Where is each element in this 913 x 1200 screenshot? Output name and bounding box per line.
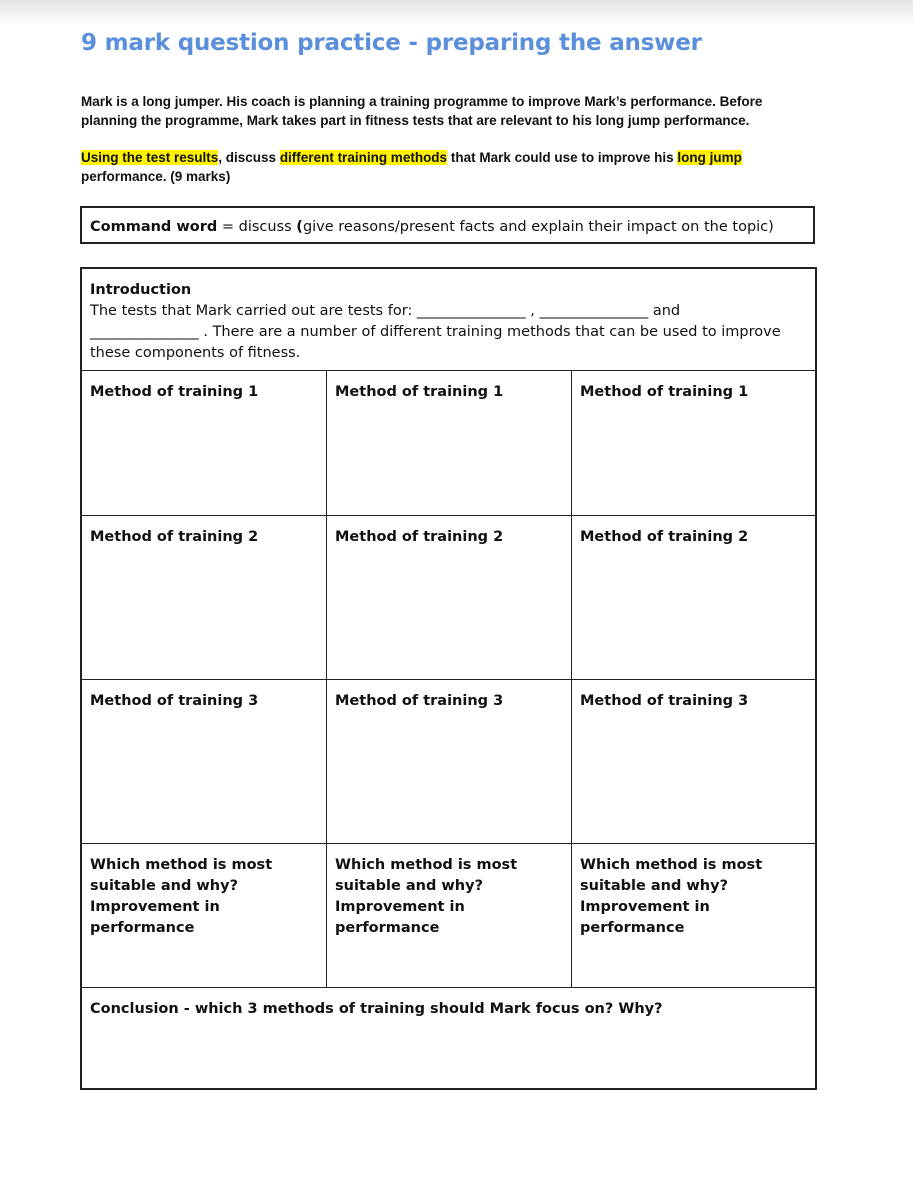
page-title: 9 mark question practice - preparing the answer <box>81 30 702 56</box>
introduction-line: these components of fitness. <box>90 345 301 361</box>
command-word-definition: give reasons/present facts and explain their impact on the topic) <box>302 219 774 235</box>
command-word-label: Command word <box>90 219 218 235</box>
introduction-heading: Introduction <box>90 282 192 298</box>
highlight-test-results: Using the test results <box>81 150 219 165</box>
most-suitable-cell-c[interactable]: Which method is most suitable and why? Improvement in performance <box>572 844 815 988</box>
introduction-section <box>82 269 815 371</box>
method-3-cell-c[interactable]: Method of training 3 <box>572 680 815 844</box>
question-part: performance. (9 marks) <box>81 169 231 184</box>
method-3-cell-a[interactable]: Method of training 3 <box>82 680 327 844</box>
method-3-cell-b[interactable]: Method of training 3 <box>327 680 572 844</box>
scenario-text: Mark is a long jumper. His coach is planning a training programme to improve Mark’s performance. Before planning the programme, Mark takes part in fitness tests that are relevant to his long jump performance. <box>81 94 763 128</box>
most-suitable-cell-b[interactable]: Which method is most suitable and why? Improvement in performance <box>327 844 572 988</box>
method-1-cell-a[interactable]: Method of training 1 <box>82 371 327 516</box>
method-2-cell-a[interactable]: Method of training 2 <box>82 516 327 680</box>
highlight-long-jump: long jump <box>677 150 742 165</box>
command-word-box <box>80 206 815 244</box>
method-2-cell-c[interactable]: Method of training 2 <box>572 516 815 680</box>
most-suitable-cell-a[interactable]: Which method is most suitable and why? Improvement in performance <box>82 844 327 988</box>
introduction-line: The tests that Mark carried out are tests for: _______________ , _______________ and <box>90 303 681 319</box>
top-shadow <box>0 0 913 26</box>
question-text <box>81 148 816 186</box>
command-word-eq: = discuss <box>217 219 297 235</box>
conclusion-section[interactable]: Conclusion - which 3 methods of training should Mark focus on? Why? <box>90 1001 663 1017</box>
question-part: that Mark could use to improve his <box>447 150 678 165</box>
highlight-training-methods: different training methods <box>279 150 448 165</box>
method-1-cell-b[interactable]: Method of training 1 <box>327 371 572 516</box>
question-part: , discuss <box>218 150 280 165</box>
method-2-cell-b[interactable]: Method of training 2 <box>327 516 572 680</box>
answer-planning-table <box>80 267 817 1090</box>
introduction-line: _______________ . There are a number of different training methods that can be used to improve <box>90 324 781 340</box>
command-paren: ( <box>296 219 303 235</box>
method-1-cell-c[interactable]: Method of training 1 <box>572 371 815 516</box>
